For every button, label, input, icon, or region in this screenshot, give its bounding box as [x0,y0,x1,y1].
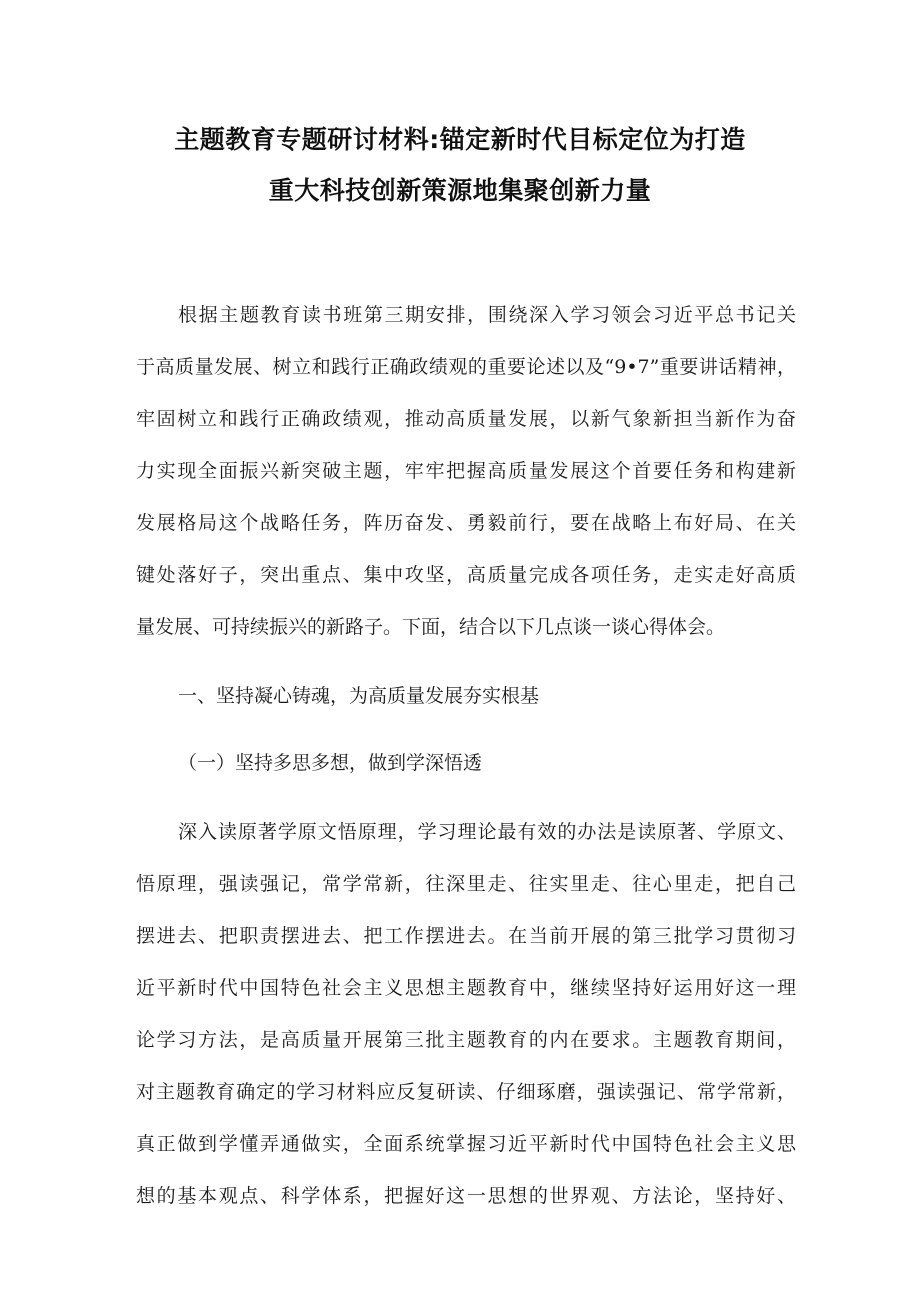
document-title-line-1: 主题教育专题研讨材料:锚定新时代目标定位为打造 [174,125,746,154]
paragraph-line: 根据主题教育读书班第三期安排，围绕深入学习领会习近平总书记关 [178,304,796,326]
subsection-heading: （一）坚持多思多想，做到学深悟透 [178,752,483,774]
paragraph-line: 近平新时代中国特色社会主义思想主题教育中，继续坚持好运用好这一理 [136,977,796,999]
section-heading: 一、坚持凝心铸魂，为高质量发展夯实根基 [178,685,540,707]
paragraph-line: 想的基本观点、科学体系，把握好这一思想的世界观、方法论，坚持好、 [136,1185,796,1207]
paragraph-line: 论学习方法，是高质量开展第三批主题教育的内在要求。主题教育期间， [136,1029,796,1051]
paragraph-line: 深入读原著学原文悟原理，学习理论最有效的办法是读原著、学原文、 [178,821,796,843]
paragraph-line: 对主题教育确定的学习材料应反复研读、仔细琢磨，强读强记、常学常新， [136,1081,796,1103]
paragraph-line: 摆进去、把职责摆进去、把工作摆进去。在当前开展的第三批学习贯彻习 [136,925,796,947]
paragraph-line: 悟原理，强读强记，常学常新，往深里走、往实里走、往心里走，把自己 [136,873,796,895]
paragraph-line: 牢固树立和践行正确政绩观，推动高质量发展，以新气象新担当新作为奋 [136,408,796,430]
paragraph-line: 键处落好子，突出重点、集中攻坚，高质量完成各项任务，走实走好高质 [136,564,796,586]
paragraph-line: 于高质量发展、树立和践行正确政绩观的重要论述以及“9•7”重要讲话精神， [136,356,796,378]
paragraph-line: 力实现全面振兴新突破主题，牢牢把握高质量发展这个首要任务和构建新 [136,460,796,482]
paragraph-line: 真正做到学懂弄通做实，全面系统掌握习近平新时代中国特色社会主义思 [136,1133,796,1155]
paragraph-line: 量发展、可持续振兴的新路子。下面，结合以下几点谈一谈心得体会。 [136,616,726,638]
paragraph-line: 发展格局这个战略任务，阵历奋发、勇毅前行，要在战略上布好局、在关 [136,512,796,534]
document-title-line-2: 重大科技创新策源地集聚创新力量 [268,176,652,205]
